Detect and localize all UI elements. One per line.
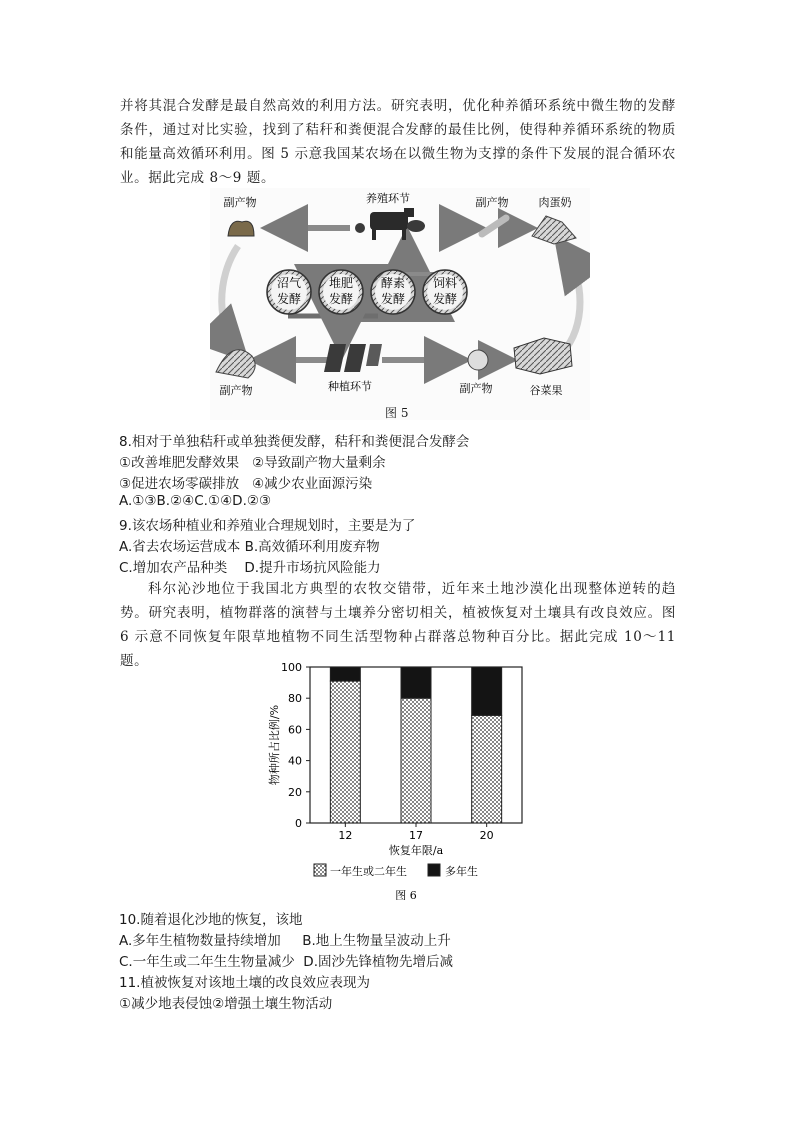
byproduct-tl-label: 副产物 <box>223 196 257 209</box>
q10-choices-2: C.一年生或二年生生物量减少 D.固沙先锋植物先增后减 <box>119 954 453 970</box>
right-curve-arrow <box>562 246 580 353</box>
grain-veg-fruit-label: 谷菜果 <box>529 384 563 397</box>
bar-annual-17 <box>401 698 431 823</box>
straw-icon <box>216 350 255 378</box>
y-tick-label: 60 <box>288 723 302 737</box>
circular-agriculture-diagram <box>210 188 590 420</box>
planting-icon <box>324 344 382 372</box>
ferment-compost <box>319 270 363 314</box>
left-curve-arrow <box>222 246 240 353</box>
legend-swatch-annual <box>314 864 326 876</box>
q10-stem: 10.随着退化沙地的恢复，该地 <box>119 912 303 928</box>
meat-egg-milk-label: 肉蛋奶 <box>538 196 572 209</box>
svg-text:发酵: 发酵 <box>380 292 406 306</box>
q8-stem: 8.相对于单独秸秆或单独粪便发酵，秸秆和粪便混合发酵会 <box>119 434 470 450</box>
x-axis-label: 恢复年限/a <box>388 844 444 857</box>
svg-text:饲料: 饲料 <box>432 276 458 290</box>
figure6-caption: 图 6 <box>395 889 417 900</box>
y-tick-label: 20 <box>288 785 302 799</box>
q8-choices: A.①③B.②④C.①④D.②③ <box>119 493 272 509</box>
planting-label: 种植环节 <box>328 380 372 393</box>
bar-annual-20 <box>472 715 502 823</box>
y-tick-label: 80 <box>288 692 302 706</box>
ferment-enzyme <box>371 270 415 314</box>
y-tick-label: 40 <box>288 754 302 768</box>
svg-text:酵素: 酵素 <box>380 276 406 290</box>
intro-paragraph: 并将其混合发酵是最自然高效的利用方法。研究表明，优化种养循环系统中微生物的发酵条件，通过对比实验，找到了秸秆和粪便混合发酵的最佳比例，使得种养循环系统的物质和能量高效循环利用。图 5 示意我国某农场在以微生物为支撑的条件下发展的混合循环农业。据此完成 8～9 题。 <box>120 98 676 186</box>
bar-perennial-12 <box>330 667 360 681</box>
q9-choices-1: A.省去农场运营成本 B.高效循环利用废弃物 <box>119 539 380 555</box>
svg-text:发酵: 发酵 <box>328 292 354 306</box>
q11-options-1: ①减少地表侵蚀②增强土壤生物活动 <box>119 996 333 1012</box>
y-tick-label: 0 <box>295 817 302 830</box>
manure-icon <box>228 221 254 236</box>
livestock-icon <box>355 208 425 240</box>
figure5-caption: 图 5 <box>385 406 409 420</box>
bar-perennial-17 <box>401 667 431 698</box>
food-icon <box>532 216 576 244</box>
q8-options-2: ③促进农场零碳排放 ④减少农业面源污染 <box>119 476 373 492</box>
byproduct-tr-label: 副产物 <box>475 196 509 209</box>
bone-icon <box>482 218 506 234</box>
x-tick-label: 12 <box>338 829 353 842</box>
ferment-biogas <box>267 270 311 314</box>
bar-annual-12 <box>330 681 360 823</box>
svg-text:沼气: 沼气 <box>276 276 302 290</box>
husk-icon <box>468 350 488 370</box>
svg-text:堆肥: 堆肥 <box>328 276 354 290</box>
y-axis-label: 物种所占比例/% <box>268 704 281 786</box>
byproduct-bl-label: 副产物 <box>219 384 253 397</box>
q9-choices-2: C.增加农产品种类 D.提升市场抗风险能力 <box>119 560 381 576</box>
legend-label-annual: 一年生或二年生 <box>330 865 407 878</box>
svg-text:发酵: 发酵 <box>432 292 458 306</box>
legend-label-perennial: 多年生 <box>445 865 478 878</box>
ferment-feed <box>423 270 467 314</box>
livestock-label: 养殖环节 <box>366 192 410 205</box>
legend-swatch-perennial <box>428 864 440 876</box>
passage-2: 科尔沁沙地位于我国北方典型的农牧交错带，近年来土地沙漠化出现整体逆转的趋势。研究表明，植物群落的演替与土壤养分密切相关，植被恢复对土壤具有改良效应。图 6 示意不同恢复年限草地植物不同生活型物种占群落总物种百分比。据此完成 10～11 题。 <box>120 581 676 669</box>
y-tick-label: 100 <box>281 661 302 674</box>
svg-text:发酵: 发酵 <box>276 292 302 306</box>
bar-perennial-20 <box>472 667 502 715</box>
byproduct-br-label: 副产物 <box>459 382 493 395</box>
species-proportion-chart <box>262 655 542 900</box>
x-tick-label: 20 <box>479 829 494 842</box>
q8-options-1: ①改善堆肥发酵效果 ②导致副产物大量剩余 <box>119 455 386 471</box>
x-tick-label: 17 <box>409 829 423 842</box>
q11-stem: 11.植被恢复对该地土壤的改良效应表现为 <box>119 975 370 991</box>
produce-icon <box>514 338 572 374</box>
q9-stem: 9.该农场种植业和养殖业合理规划时，主要是为了 <box>119 518 416 534</box>
q10-choices-1: A.多年生植物数量持续增加 B.地上生物量呈波动上升 <box>119 933 451 949</box>
